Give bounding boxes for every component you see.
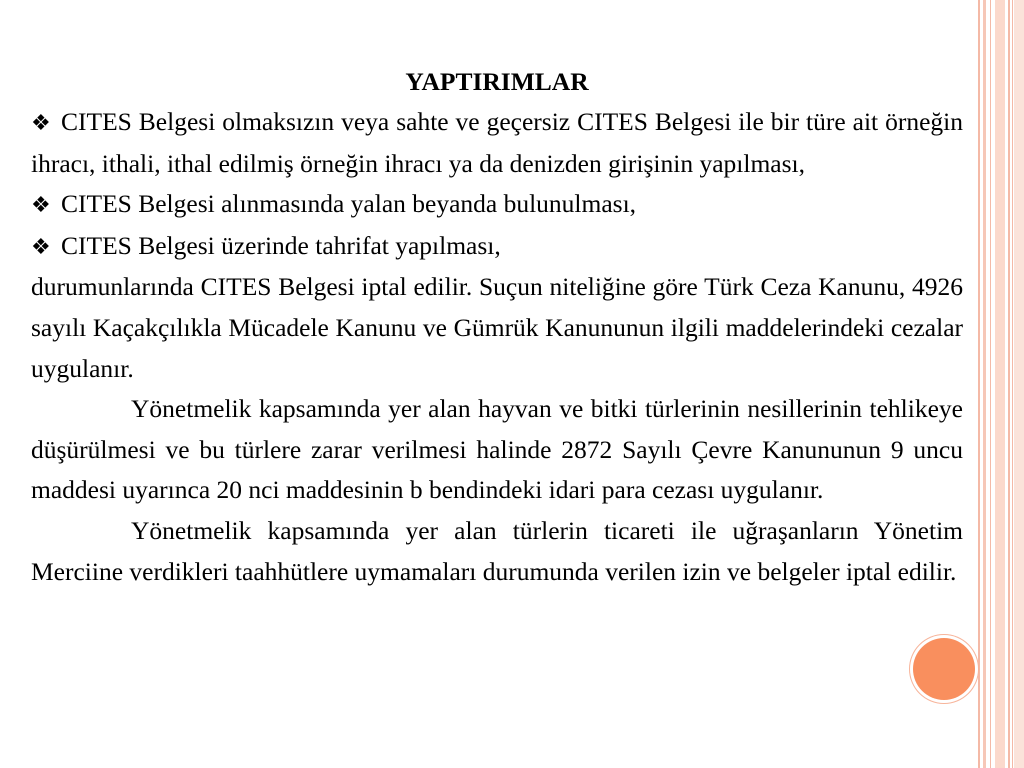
decorative-stripe bbox=[1012, 0, 1013, 768]
decorative-stripe bbox=[1014, 0, 1024, 768]
decorative-stripe bbox=[995, 0, 1005, 768]
diamond-bullet-icon: ❖ bbox=[31, 110, 51, 135]
decorative-stripe bbox=[990, 0, 991, 768]
paragraph: durumunlarında CITES Belgesi iptal edilir. Suçun niteliğine göre Türk Ceza Kanunu, 4926 sayılı Kaçakçılıkla Mücadele Kanunu ve Gümrük Kanununun ilgili maddelerindeki cezalar uygulanır. bbox=[31, 272, 963, 383]
paragraph bbox=[31, 389, 963, 511]
paragraph bbox=[31, 511, 963, 592]
bullet-text: CITES Belgesi üzerinde tahrifat yapılması, bbox=[61, 230, 501, 260]
decorative-stripe bbox=[1008, 0, 1010, 768]
decorative-stripe bbox=[983, 0, 986, 768]
decorative-circle bbox=[913, 638, 975, 700]
slide-title: YAPTIRIMLAR bbox=[405, 67, 589, 96]
slide-content bbox=[31, 62, 963, 592]
diamond-bullet-icon: ❖ bbox=[31, 233, 51, 259]
bullet-text: CITES Belgesi alınmasında yalan beyanda bulunulması, bbox=[61, 189, 637, 219]
paragraph-text: Yönetmelik kapsamında yer alan hayvan ve bitki türlerinin nesillerinin tehlikeye düşürülmesi ve bu türlere zarar verilmesi halinde 2872 Sayılı Çevre Kanununun 9 uncu maddesi uyarınca 20 nci maddesinin b bendindeki idari para cezası uygulanır. bbox=[31, 394, 963, 505]
bullet-text: CITES Belgesi olmaksızın veya sahte ve geçersiz CITES Belgesi ile bir türe ait örneğin ihracı, ithali, ithal edilmiş örneğin ihracı ya da denizden girişinin yapılması, bbox=[31, 107, 963, 178]
decorative-stripe bbox=[978, 0, 980, 768]
bullet-item bbox=[31, 226, 963, 268]
paragraph-text: Yönetmelik kapsamında yer alan türlerin ticareti ile uğraşanların Yönetim Merciine verdikleri taahhütlere uymamaları durumunda verilen izin ve belgeler iptal edilir. bbox=[31, 515, 963, 586]
diamond-bullet-icon: ❖ bbox=[31, 192, 51, 218]
bullet-item bbox=[31, 184, 963, 226]
bullet-item bbox=[31, 102, 963, 184]
